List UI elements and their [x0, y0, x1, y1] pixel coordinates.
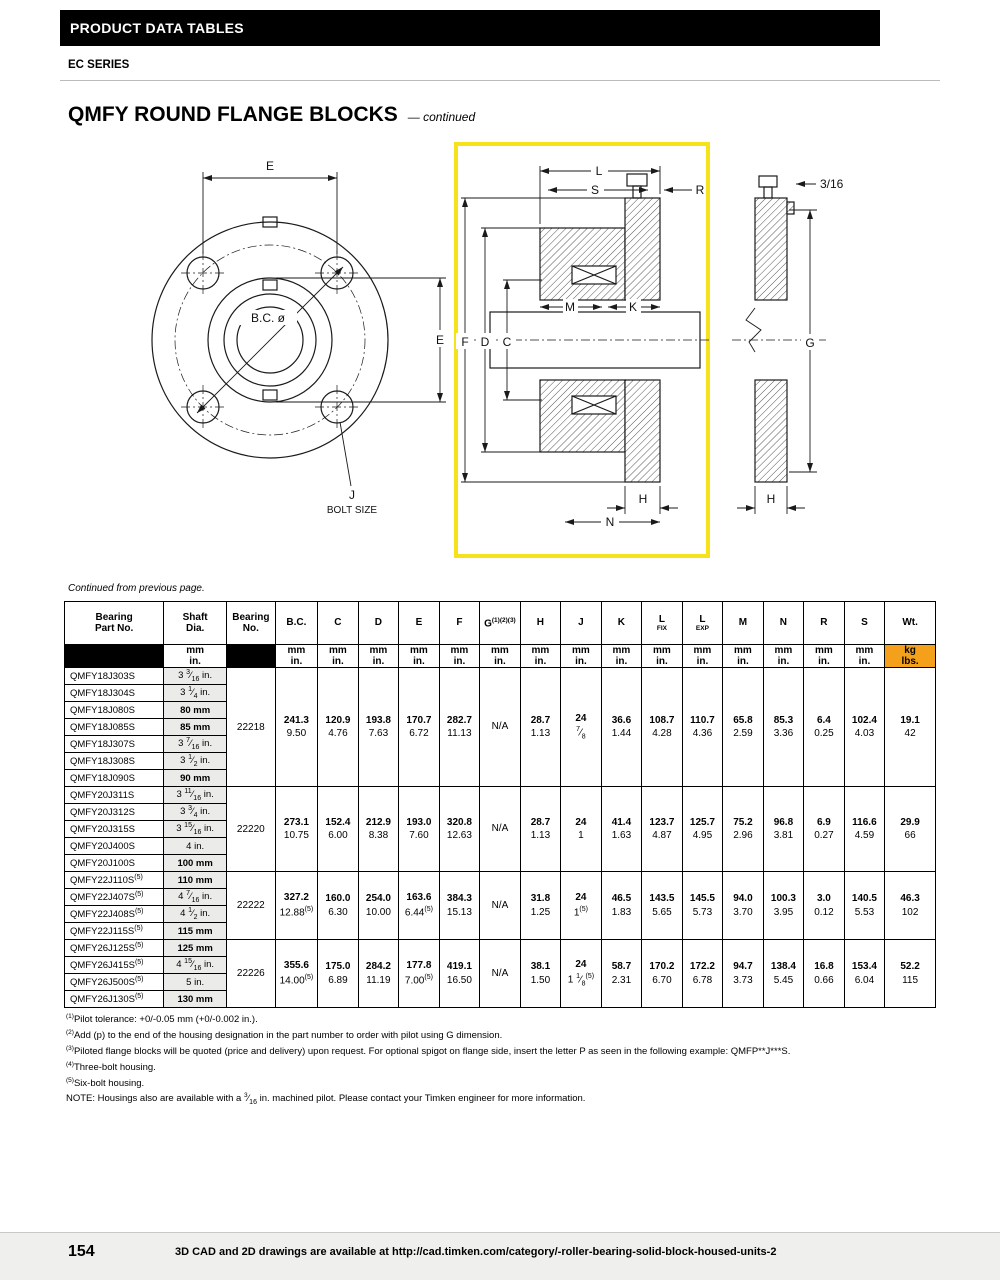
- value-cell: 6.9 0.27: [804, 787, 845, 872]
- pilot-lip: [787, 202, 794, 214]
- units-cell: mm in.: [682, 645, 723, 668]
- mounting-bolt: [627, 174, 647, 186]
- value-cell: N/A: [480, 787, 521, 872]
- table-row: [65, 668, 936, 685]
- value-cell: 28.7 1.13: [520, 668, 561, 787]
- units-cell: mm in.: [763, 645, 804, 668]
- shaft-dia-cell: 3 $^3⁄_4$ in.: [164, 804, 227, 821]
- value-cell: 284.2 11.19: [358, 940, 399, 1008]
- value-cell: 96.8 3.81: [763, 787, 804, 872]
- shaft-dia-cell: 5 in.: [164, 974, 227, 991]
- units-cell: mm in.: [601, 645, 642, 668]
- header-band-title: PRODUCT DATA TABLES: [70, 20, 244, 36]
- col-header: Bearing Part No.: [65, 602, 164, 645]
- value-cell: 170.2 6.70: [642, 940, 683, 1008]
- part-number-cell: $QMFY26J130S^{(5)}$: [65, 991, 164, 1008]
- dim-label-c: C: [502, 335, 512, 349]
- value-cell: N/A: [480, 668, 521, 787]
- shaft-dia-cell: 3 $^1⁄_2$ in.: [164, 753, 227, 770]
- value-cell: 177.8 7.00$^{(5)}$: [399, 940, 440, 1008]
- footnote: $^{(1)}$Pilot tolerance: +0/-0.05 mm (+0/-0.002 in.).: [66, 1013, 258, 1026]
- shaft-dia-cell: 4 $^1⁄_2$ in.: [164, 906, 227, 923]
- title-main: QMFY ROUND FLANGE BLOCKS: [68, 103, 398, 126]
- value-cell: 273.1 10.75: [275, 787, 318, 872]
- bearing-no-cell: 22218: [227, 668, 276, 787]
- shaft-dia-cell: 100 mm: [164, 855, 227, 872]
- units-cell: mm in.: [642, 645, 683, 668]
- value-cell: 143.5 5.65: [642, 872, 683, 940]
- dim-label-s: S: [590, 183, 600, 197]
- footnote: $^{(4)}$Three-bolt housing.: [66, 1060, 156, 1073]
- value-cell: 58.7 2.31: [601, 940, 642, 1008]
- shaft-dia-cell: 80 mm: [164, 702, 227, 719]
- shaft-dia-cell: 3 $^7⁄_{16}$ in.: [164, 736, 227, 753]
- value-cell: 85.3 3.36: [763, 668, 804, 787]
- part-number-cell: QMFY20J311S: [65, 787, 164, 804]
- value-cell: 123.7 4.87: [642, 787, 683, 872]
- value-cell: N/A: [480, 872, 521, 940]
- value-cell: 254.0 10.00: [358, 872, 399, 940]
- col-header: B.C.: [275, 602, 318, 645]
- highlight-box: [456, 144, 708, 556]
- col-header: F: [439, 602, 480, 645]
- part-number-cell: QMFY18J090S: [65, 770, 164, 787]
- value-cell: 110.7 4.36: [682, 668, 723, 787]
- shaft-dia-cell: 3 $^{11}⁄_{16}$ in.: [164, 787, 227, 804]
- value-cell: 108.7 4.28: [642, 668, 683, 787]
- value-cell: 29.9 66: [885, 787, 936, 872]
- col-header: E: [399, 602, 440, 645]
- value-cell: 160.0 6.30: [318, 872, 359, 940]
- value-cell: 24 1: [561, 787, 602, 872]
- table-wrap: [64, 601, 936, 1008]
- value-cell: 145.5 5.73: [682, 872, 723, 940]
- units-filler: [65, 645, 164, 668]
- product-data-table: [64, 601, 936, 1008]
- value-cell: 193.0 7.60: [399, 787, 440, 872]
- value-cell: 120.9 4.76: [318, 668, 359, 787]
- shaft-dia-cell: 3 $^3⁄_{16}$ in.: [164, 668, 227, 685]
- value-cell: 153.4 6.04: [844, 940, 885, 1008]
- value-cell: 241.3 9.50: [275, 668, 318, 787]
- value-cell: 28.7 1.13: [520, 787, 561, 872]
- footnotes: [66, 1012, 938, 1109]
- footnote: NOTE: Housings also are available with a $^3⁄_{16}$ in. machined pilot. Please contact your Timken engineer for more information.: [66, 1092, 586, 1107]
- value-cell: 152.4 6.00: [318, 787, 359, 872]
- page-number: 154: [68, 1243, 95, 1260]
- part-number-cell: QMFY18J307S: [65, 736, 164, 753]
- value-cell: 94.0 3.70: [723, 872, 764, 940]
- footer-text: 3D CAD and 2D drawings are available at http://cad.timken.com/category/-roller-bearing-solid-block-housed-units-2: [175, 1246, 777, 1258]
- shaft-dia-cell: 110 mm: [164, 872, 227, 889]
- units-cell: mm in.: [804, 645, 845, 668]
- units-cell: mm in.: [561, 645, 602, 668]
- part-number-cell: QMFY20J100S: [65, 855, 164, 872]
- dim-label-h-right: H: [766, 492, 776, 506]
- part-number-cell: $QMFY22J408S^{(5)}$: [65, 906, 164, 923]
- shaft-dia-cell: 4 $^{15}⁄_{16}$ in.: [164, 957, 227, 974]
- page-title: [68, 103, 475, 127]
- units-cell: mm in.: [520, 645, 561, 668]
- col-header: M: [723, 602, 764, 645]
- part-number-cell: $QMFY26J125S^{(5)}$: [65, 940, 164, 957]
- col-header: N: [763, 602, 804, 645]
- bearing-no-cell: 22220: [227, 787, 276, 872]
- value-cell: 125.7 4.95: [682, 787, 723, 872]
- dim-label-pilot: 3/16: [820, 177, 844, 191]
- technical-drawing: [60, 140, 940, 576]
- dim-label-l: L: [595, 164, 603, 178]
- col-header: D: [358, 602, 399, 645]
- part-number-cell: QMFY18J080S: [65, 702, 164, 719]
- front-view-drawing: [152, 159, 450, 516]
- break-symbol: [746, 308, 761, 352]
- part-number-cell: $QMFY22J407S^{(5)}$: [65, 889, 164, 906]
- units-cell: mm in.: [723, 645, 764, 668]
- value-cell: 102.4 4.03: [844, 668, 885, 787]
- value-cell: N/A: [480, 940, 521, 1008]
- value-cell: 19.1 42: [885, 668, 936, 787]
- shaft-dia-cell: 3 $^{15}⁄_{16}$ in.: [164, 821, 227, 838]
- col-header: $G^{(1)(2)(3)}$: [480, 602, 521, 645]
- col-header: Bearing No.: [227, 602, 276, 645]
- value-cell: 320.8 12.63: [439, 787, 480, 872]
- dim-label-k: K: [628, 300, 638, 314]
- value-cell: 24 $^7⁄_8$: [561, 668, 602, 787]
- series-label: EC SERIES: [68, 59, 130, 71]
- value-cell: 384.3 15.13: [439, 872, 480, 940]
- footnote: $^{(3)}$Piloted flange blocks will be quoted (price and delivery) upon request. For optional spigot on flange side, insert the letter P as seen in the following example: QMFP**J***S.: [66, 1044, 791, 1057]
- drawing-svg: [60, 140, 940, 576]
- value-cell: 163.6 6.44$^{(5)}$: [399, 872, 440, 940]
- units-cell: mm in.: [844, 645, 885, 668]
- shaft-dia-cell: 85 mm: [164, 719, 227, 736]
- table-row: [65, 872, 936, 889]
- value-cell: 193.8 7.63: [358, 668, 399, 787]
- value-cell: 16.8 0.66: [804, 940, 845, 1008]
- shaft-dia-cell: 115 mm: [164, 923, 227, 940]
- part-number-cell: $QMFY22J115S^{(5)}$: [65, 923, 164, 940]
- footnote: $^{(2)}$Add (p) to the end of the housing designation in the part number to order with pilot using G dimension.: [66, 1028, 503, 1042]
- value-cell: 100.3 3.95: [763, 872, 804, 940]
- value-cell: 212.9 8.38: [358, 787, 399, 872]
- col-header: J: [561, 602, 602, 645]
- part-number-cell: QMFY18J303S: [65, 668, 164, 685]
- dim-label-e-top: E: [265, 159, 275, 173]
- value-cell: 6.4 0.25: [804, 668, 845, 787]
- title-continued: — continued: [407, 110, 476, 124]
- col-header: L EXP: [682, 602, 723, 645]
- col-header: S: [844, 602, 885, 645]
- dim-label-j: J: [349, 488, 355, 502]
- part-number-cell: QMFY20J312S: [65, 804, 164, 821]
- value-cell: 24 1$^{(5)}$: [561, 872, 602, 940]
- side-section-drawing: [732, 176, 844, 514]
- units-cell: mm in.: [358, 645, 399, 668]
- units-filler: [227, 645, 276, 668]
- value-cell: 65.8 2.59: [723, 668, 764, 787]
- part-number-cell: QMFY20J400S: [65, 838, 164, 855]
- part-number-cell: $QMFY22J110S^{(5)}$: [65, 872, 164, 889]
- part-number-cell: QMFY18J085S: [65, 719, 164, 736]
- dim-label-bolt-circle: B.C. ø: [250, 311, 286, 325]
- value-cell: 138.4 5.45: [763, 940, 804, 1008]
- header-band: [60, 10, 880, 46]
- units-cell: mm in.: [275, 645, 318, 668]
- value-cell: 75.2 2.96: [723, 787, 764, 872]
- value-cell: 46.3 102: [885, 872, 936, 940]
- shaft-dia-cell: 4 $^7⁄_{16}$ in.: [164, 889, 227, 906]
- dim-label-f: F: [461, 335, 469, 349]
- value-cell: 282.7 11.13: [439, 668, 480, 787]
- units-cell: mm in.: [318, 645, 359, 668]
- part-number-cell: QMFY20J315S: [65, 821, 164, 838]
- value-cell: 355.6 14.00$^{(5)}$: [275, 940, 318, 1008]
- part-number-cell: $QMFY26J500S^{(5)}$: [65, 974, 164, 991]
- col-header: Shaft Dia.: [164, 602, 227, 645]
- col-header: L FIX: [642, 602, 683, 645]
- footnote: $^{(5)}$Six-bolt housing.: [66, 1076, 145, 1089]
- bearing-no-cell: 22226: [227, 940, 276, 1008]
- value-cell: 36.6 1.44: [601, 668, 642, 787]
- value-cell: 419.1 16.50: [439, 940, 480, 1008]
- dim-label-d: D: [480, 335, 490, 349]
- value-cell: 175.0 6.89: [318, 940, 359, 1008]
- shaft-dia-cell: 3 $^1⁄_4$ in.: [164, 685, 227, 702]
- part-number-cell: QMFY18J308S: [65, 753, 164, 770]
- value-cell: 94.7 3.73: [723, 940, 764, 1008]
- dim-label-n: N: [605, 515, 615, 529]
- value-cell: 172.2 6.78: [682, 940, 723, 1008]
- units-cell: mm in.: [480, 645, 521, 668]
- page-footer: [0, 1232, 1000, 1280]
- value-cell: 140.5 5.53: [844, 872, 885, 940]
- value-cell: 24 1 $^1⁄_8^{(5)}$: [561, 940, 602, 1008]
- setscrew-top: [263, 280, 277, 290]
- table-row: [65, 940, 936, 957]
- col-header: Wt.: [885, 602, 936, 645]
- dim-label-e-side: E: [435, 333, 445, 347]
- units-cell: mm in.: [439, 645, 480, 668]
- value-cell: 116.6 4.59: [844, 787, 885, 872]
- units-cell: mm in.: [164, 645, 227, 668]
- dim-label-m: M: [565, 300, 575, 314]
- col-header: R: [804, 602, 845, 645]
- value-cell: 38.1 1.50: [520, 940, 561, 1008]
- value-cell: 46.5 1.83: [601, 872, 642, 940]
- shaft-dia-cell: 130 mm: [164, 991, 227, 1008]
- shaft-dia-cell: 125 mm: [164, 940, 227, 957]
- bearing-no-cell: 22222: [227, 872, 276, 940]
- value-cell: 170.7 6.72: [399, 668, 440, 787]
- dim-label-r: R: [695, 183, 705, 197]
- part-number-cell: $QMFY26J415S^{(5)}$: [65, 957, 164, 974]
- col-header: K: [601, 602, 642, 645]
- col-header: C: [318, 602, 359, 645]
- dim-label-g: G: [805, 336, 815, 350]
- part-number-cell: QMFY18J304S: [65, 685, 164, 702]
- continued-note: Continued from previous page.: [68, 583, 205, 594]
- section-view-drawing: [456, 144, 712, 556]
- table-row: [65, 787, 936, 804]
- col-header: H: [520, 602, 561, 645]
- setscrew-bottom: [263, 390, 277, 400]
- value-cell: 327.2 12.88$^{(5)}$: [275, 872, 318, 940]
- dim-label-h-mid: H: [638, 492, 648, 506]
- shaft-dia-cell: 90 mm: [164, 770, 227, 787]
- shaft-dia-cell: 4 in.: [164, 838, 227, 855]
- units-cell-wt: kg lbs.: [885, 645, 936, 668]
- value-cell: 41.4 1.63: [601, 787, 642, 872]
- units-cell: mm in.: [399, 645, 440, 668]
- value-cell: 3.0 0.12: [804, 872, 845, 940]
- bolt-size-label: BOLT SIZE: [326, 505, 378, 516]
- value-cell: 31.8 1.25: [520, 872, 561, 940]
- value-cell: 52.2 115: [885, 940, 936, 1008]
- header-divider: [60, 80, 940, 81]
